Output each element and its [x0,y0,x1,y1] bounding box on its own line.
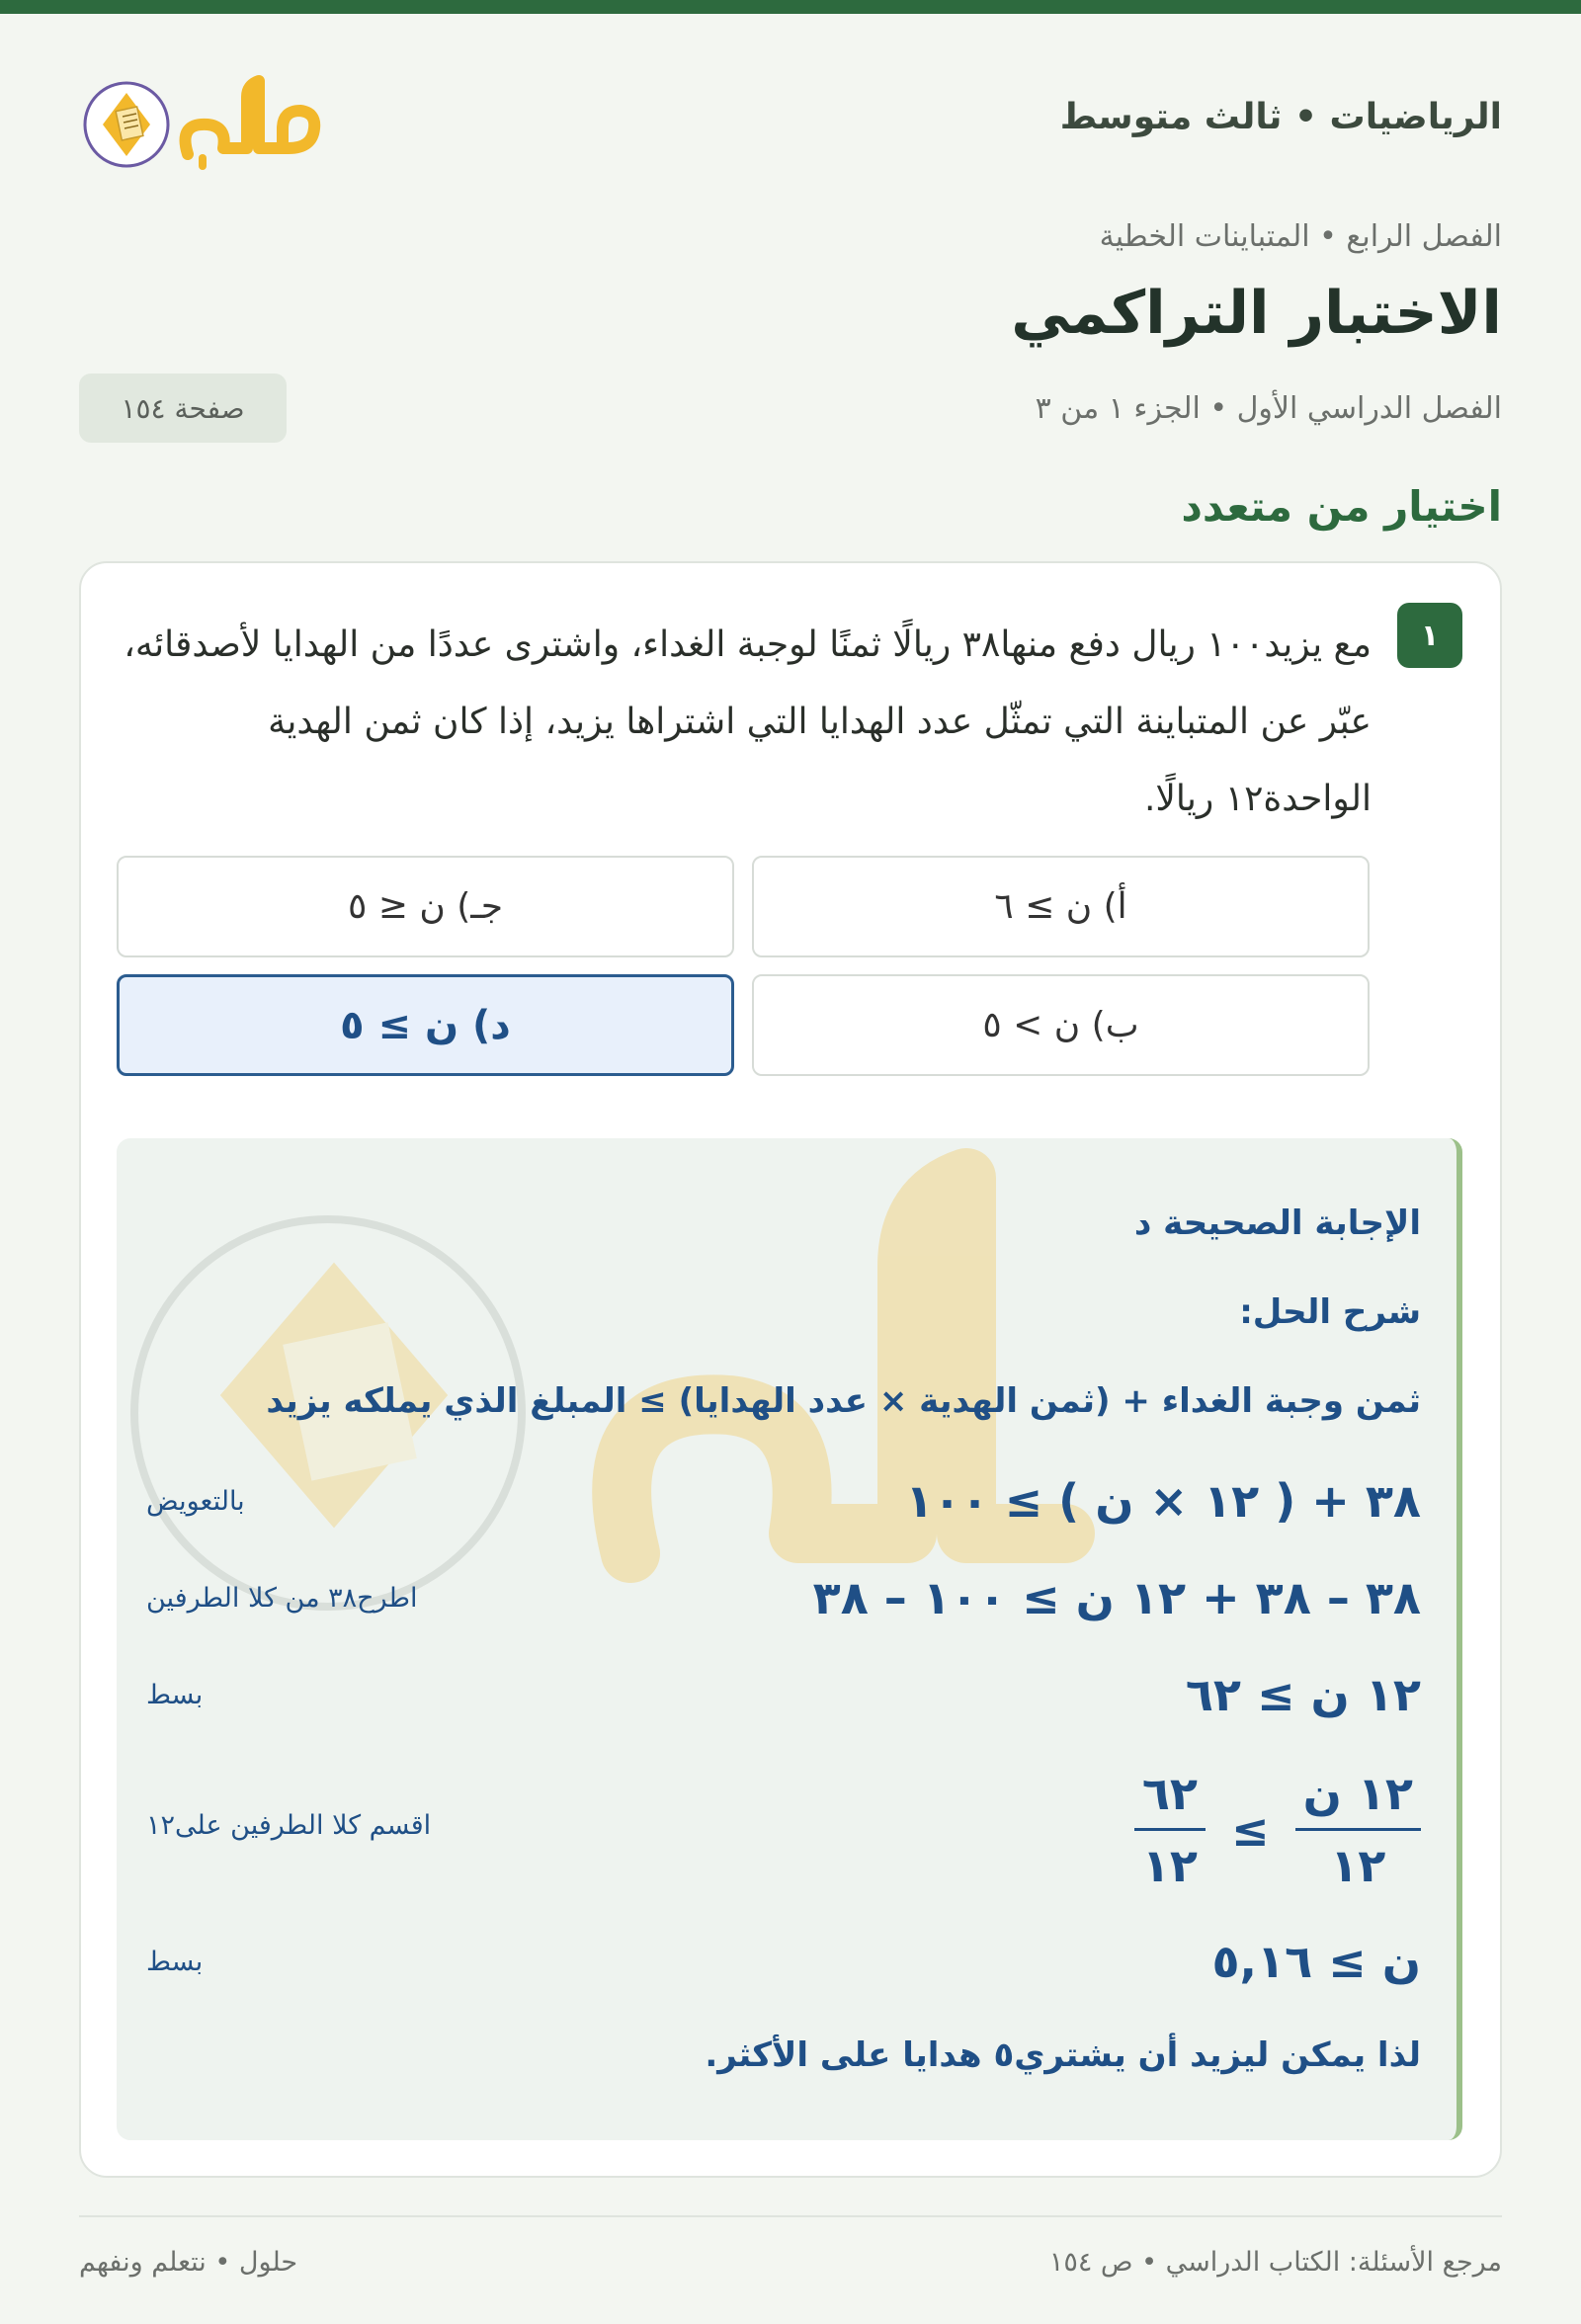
solution-conclusion: لذا يمكن ليزيد أن يشتري٥ هدايا على الأكثر. [705,2035,1421,2075]
option-d-selected[interactable]: د) ن ≥ ٥ [117,974,734,1076]
question-text: مع يزيد١٠٠ ريال دفع منها٣٨ ريالًا ثمنًا لوجبة الغداء، واشترى عددًا من الهدايا لأصدقائه، عبّر عن المتباينة التي تمثّل عدد الهدايا التي اشتراها يزيد، إذا كان ثمن الهدية الواحدة١٢ ريالًا. [124,624,1372,819]
step-expression: ٣٨ – ٣٨ + ١٢ ن ≥ ١٠٠ – ٣٨ [812,1571,1421,1624]
subject-label: الرياضيات • ثالث متوسط [1059,97,1502,137]
step-note: بالتعويض [146,1486,245,1517]
step-note: اقسم كلا الطرفين على١٢ [146,1810,432,1841]
question-card [79,561,1502,2178]
footer-tagline: حلول • نتعلم ونفهم [79,2247,298,2278]
option-j[interactable]: جـ) ن ≤ ٥ [117,856,734,957]
inequality-operator: ≥ [1231,1802,1270,1857]
page-header [79,63,1502,182]
section-title: اختيار من متعدد [1181,482,1502,531]
step-expression: ١٢ ن ≥ ٦٢ [1185,1668,1421,1721]
solution-explain-label: شرح الحل: [1239,1292,1421,1332]
hulul-logo-icon[interactable] [79,63,375,182]
fraction-denominator: ١٢ [1330,1839,1386,1892]
footer-divider [79,2215,1502,2217]
fraction-numerator: ٦٢ [1134,1767,1206,1831]
term-part-label: الفصل الدراسي الأول • الجزء ١ من ٣ [1035,391,1502,426]
solution-rule: ثمن وجبة الغداء + (ثمن الهدية × عدد الهدايا) ≥ المبلغ الذي يملكه يزيد [266,1381,1421,1421]
top-accent-bar [0,0,1581,14]
step-note: اطرح٣٨ من كلا الطرفين [146,1583,418,1614]
option-b[interactable]: ب) ن > ٥ [752,974,1370,1076]
solution-panel [117,1138,1462,2140]
step-note: بسط [146,1947,204,1977]
question-number-badge: ١ [1397,603,1462,668]
fraction-left [1295,1767,1421,1892]
step-expression: ن ≥ ٥,١٦ [1211,1935,1421,1988]
footer-reference: مرجع الأسئلة: الكتاب الدراسي • ص ١٥٤ [1048,2247,1502,2278]
option-a[interactable]: أ) ن ≥ ٦ [752,856,1370,957]
fraction-right [1134,1767,1206,1892]
step-note: بسط [146,1680,204,1710]
step-expression: ٣٨ + ( ١٢ × ن ) ≥ ١٠٠ [905,1474,1421,1528]
fraction-step [1134,1767,1421,1892]
page-title: الاختبار التراكمي [1011,279,1502,348]
fraction-denominator: ١٢ [1141,1839,1199,1892]
fraction-numerator: ١٢ ن [1295,1767,1421,1831]
correct-answer-label: الإجابة الصحيحة د [1133,1204,1421,1243]
chapter-label: الفصل الرابع • المتباينات الخطية [1099,219,1502,254]
page-number-badge: صفحة ١٥٤ [79,374,287,443]
